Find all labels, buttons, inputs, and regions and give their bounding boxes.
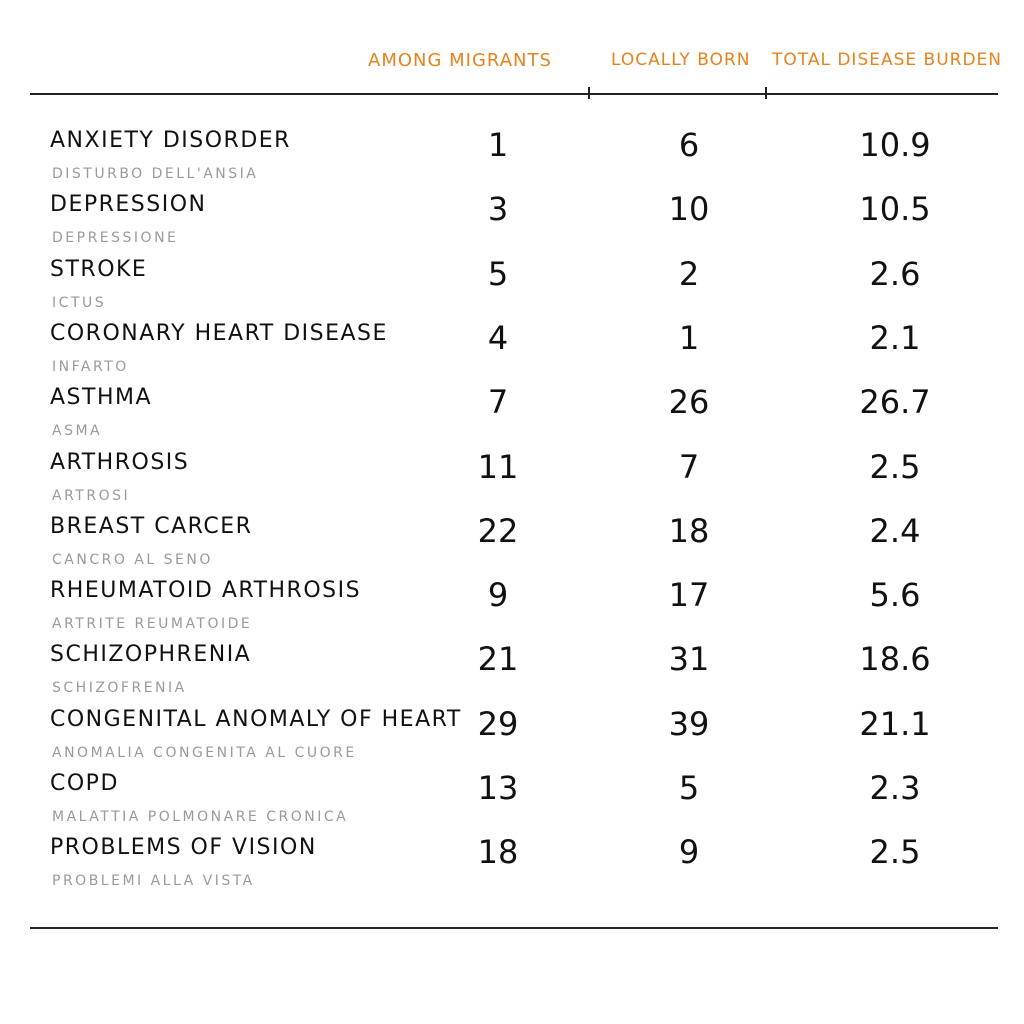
row-label: COPD: [50, 771, 119, 796]
cell-value: 9: [487, 576, 509, 615]
footer-rule: [30, 927, 998, 929]
row-translation: ARTRITE REUMATOIDE: [52, 616, 253, 633]
cell-value: 2.6: [869, 254, 921, 293]
cell-value: 26: [668, 383, 710, 422]
row-label: SCHIZOPHRENIA: [50, 642, 252, 668]
cell-value: 1: [678, 318, 700, 357]
cell-value: 1: [487, 126, 509, 164]
row-translation: CANCRO AL SENO: [52, 551, 213, 568]
cell-value: 10.9: [859, 126, 931, 164]
cell-value: 18: [477, 833, 519, 872]
cell-value: 39: [668, 704, 710, 743]
cell-value: 2: [678, 254, 700, 293]
row-translation: DEPRESSIONE: [52, 230, 179, 247]
cell-value: 2.4: [869, 511, 921, 550]
row-label: STROKE: [50, 256, 148, 282]
row-translation: ARTROSI: [52, 487, 131, 504]
column-header-locally-born: LOCALLY BORN: [611, 50, 751, 70]
header-rule: [30, 93, 998, 95]
cell-value: 2.3: [869, 769, 921, 807]
row-label: DEPRESSION: [50, 192, 207, 218]
row-label: CORONARY HEART DISEASE: [50, 320, 388, 346]
column-divider-tick: [588, 87, 590, 99]
cell-value: 2.5: [869, 447, 921, 486]
row-translation: ICTUS: [52, 294, 107, 311]
row-translation: MALATTIA POLMONARE CRONICA: [52, 809, 349, 825]
cell-value: 5: [487, 254, 509, 293]
cell-value: 18.6: [859, 640, 931, 679]
cell-value: 13: [477, 769, 519, 807]
row-label: ANXIETY DISORDER: [50, 128, 291, 153]
cell-value: 3: [487, 190, 509, 229]
cell-value: 31: [668, 640, 710, 679]
row-label: BREAST CARCER: [50, 513, 253, 539]
cell-value: 9: [678, 833, 700, 872]
column-header-among-migrants: AMONG MIGRANTS: [368, 50, 552, 71]
row-label: RHEUMATOID ARTHROSIS: [50, 578, 362, 604]
row-label: PROBLEMS OF VISION: [50, 835, 317, 861]
cell-value: 7: [678, 447, 700, 486]
row-translation: PROBLEMI ALLA VISTA: [52, 873, 255, 890]
row-translation: ASMA: [52, 423, 103, 440]
cell-value: 11: [477, 447, 519, 486]
cell-value: 5.6: [869, 576, 921, 615]
column-header-total-disease-burden: TOTAL DISEASE BURDEN: [772, 50, 1003, 70]
cell-value: 4: [487, 318, 509, 357]
row-translation: INFARTO: [52, 358, 129, 375]
cell-value: 21: [477, 640, 519, 679]
cell-value: 5: [678, 769, 700, 807]
cell-value: 17: [668, 576, 710, 615]
cell-value: 10: [668, 190, 710, 229]
row-translation: DISTURBO DELL'ANSIA: [52, 166, 259, 182]
row-label: ARTHROSIS: [50, 449, 190, 475]
cell-value: 7: [487, 383, 509, 422]
cell-value: 29: [477, 704, 519, 743]
column-divider-tick: [765, 87, 767, 99]
cell-value: 21.1: [859, 704, 931, 743]
cell-value: 18: [668, 511, 710, 550]
row-label: CONGENITAL ANOMALY OF HEART: [50, 706, 462, 732]
row-label: ASTHMA: [50, 385, 153, 411]
cell-value: 6: [678, 126, 700, 164]
cell-value: 2.1: [869, 318, 921, 357]
cell-value: 22: [477, 511, 519, 550]
row-translation: SCHIZOFRENIA: [52, 680, 187, 697]
cell-value: 2.5: [869, 833, 921, 872]
row-translation: ANOMALIA CONGENITA AL CUORE: [52, 744, 357, 761]
cell-value: 26.7: [859, 383, 931, 422]
cell-value: 10.5: [859, 190, 931, 229]
